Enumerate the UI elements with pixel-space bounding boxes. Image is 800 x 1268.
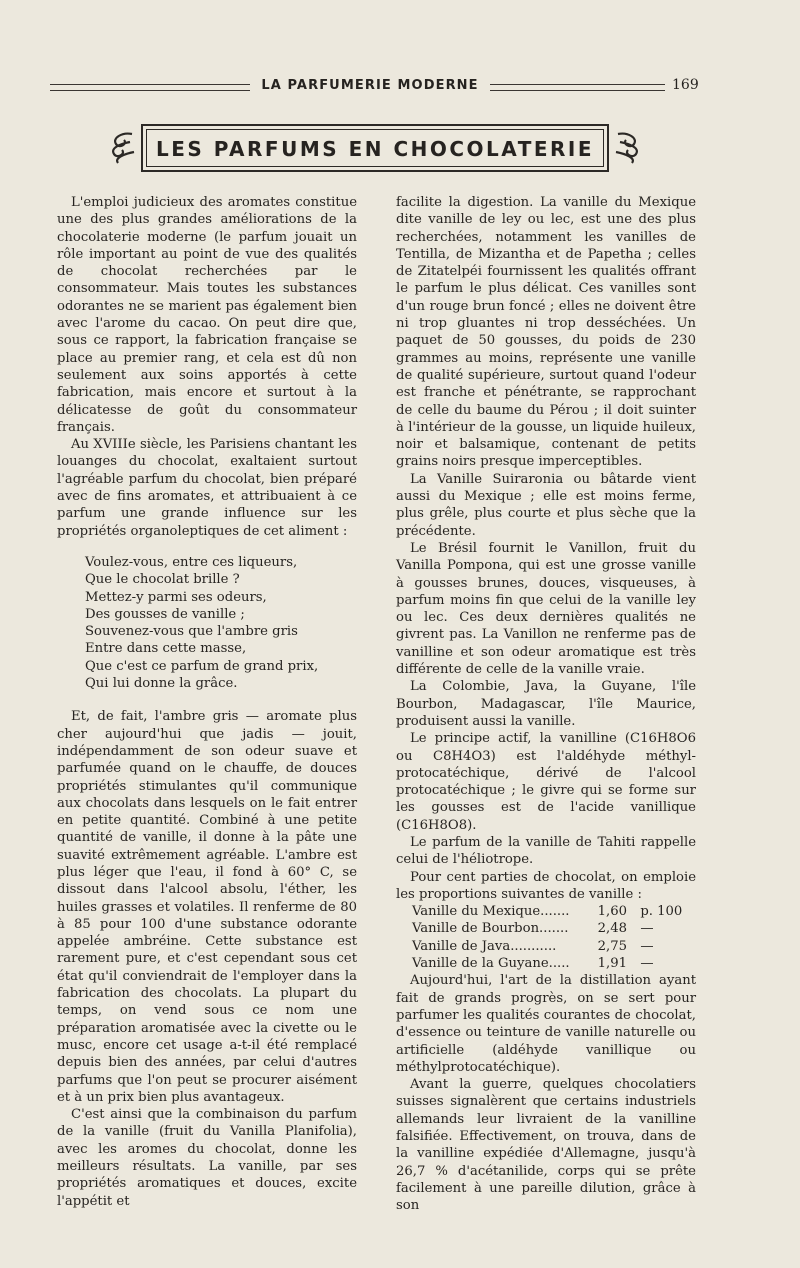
- journal-title: LA PARFUMERIE MODERNE: [261, 78, 479, 93]
- header-rule-left: [50, 84, 250, 91]
- poem: [85, 554, 357, 692]
- paragraph: C'est ainsi que la combinaison du parfum de la vanille (fruit du Vanilla Planifolia), avec les aromes du chocolat, donne les meilleurs résultats. La vanille, par ses propriétés aromatiques et douces, excite l'appétit et: [57, 1107, 357, 1209]
- ornament-right-icon: [612, 130, 646, 166]
- poem-line: Entre dans cette masse,: [85, 641, 247, 657]
- proportion-row: [412, 938, 696, 955]
- poem-line: Souvenez-vous que l'ambre gris: [85, 624, 298, 640]
- paragraph: Le Brésil fournit le Vanillon, fruit du Vanilla Pompona, qui est une grosse vanille à gousses brunes, douces, visqueuses, à parfum moins fin que celui de la vanille ley ou lec. Ces deux dernières qualités ne givrent pas. La Vanillon ne renferme pas de vanilline et son odeur aromatique est très différente de celle de la vanille vraie.: [396, 540, 696, 678]
- paragraph: Le principe actif, la vanilline (C16H8O6 ou C8H4O3) est l'aldéhyde méthyl-protocatéchique, dérivé de l'alcool protocatéchique ; le givre qui se forme sur les gousses est de l'acide vanillique (C16H8O8).: [396, 731, 696, 833]
- vanilla-amount: 1,60: [597, 904, 627, 920]
- vanilla-amount: 2,75: [597, 938, 627, 954]
- poem-line: Que le chocolat brille ?: [85, 572, 240, 588]
- vanilla-amount: 2,48: [597, 921, 627, 937]
- paragraph: Le parfum de la vanille de Tahiti rappelle celui de l'héliotrope.: [396, 834, 696, 868]
- poem-line: Voulez-vous, entre ces liqueurs,: [85, 554, 298, 570]
- proportions-table: [412, 903, 696, 972]
- proportion-row: [412, 903, 696, 920]
- poem-line: Que c'est ce parfum de grand prix,: [85, 658, 319, 674]
- article-title: LES PARFUMS EN CHOCOLATERIE: [155, 137, 595, 161]
- paragraph: Pour cent parties de chocolat, on emploie les proportions suivantes de vanille :: [396, 869, 696, 902]
- vanilla-unit: p. 100: [640, 904, 683, 920]
- vanilla-unit: —: [640, 921, 654, 937]
- poem-line: Qui lui donne la grâce.: [85, 676, 238, 692]
- poem-line: Des gousses de vanille ;: [85, 606, 245, 622]
- vanilla-name: Vanille de Java...........: [412, 938, 557, 954]
- paragraph: La Colombie, Java, la Guyane, l'île Bourbon, Madagascar, l'île Maurice, produisent aussi la vanille.: [396, 679, 696, 729]
- paragraph: L'emploi judicieux des aromates constitue une des plus grandes améliorations de la chocolaterie moderne (le parfum jouait un rôle important au point de vue des qualités de chocolat recherchées par le consommateur. Mais toutes les substances odorantes ne se marient pas également bien avec l'arome du cacao. On peut dire que, sous ce rapport, la fabrication française se place au premier rang, et cela est dû non seulement aux soins apportés à cette fabrication, mais encore et surtout à la délicatesse de goût du consommateur français.: [57, 195, 357, 435]
- left-column: [57, 194, 357, 1210]
- paragraph: Aujourd'hui, l'art de la distillation ayant fait de grands progrès, on se sert pour parfumer les qualités courantes de chocolat, d'essence ou teinture de vanille naturelle ou artificielle (aldéhyde vanillique ou méthylprotocatéchique).: [396, 973, 696, 1075]
- paragraph: Et, de fait, l'ambre gris — aromate plus cher aujourd'hui que jadis — jouit, indépendamment de son odeur suave et parfumée quand on le chauffe, de douces propriétés stimulantes qu'il communique aux chocolats dans lesquels on le fait entrer en petite quantité. Combiné à une petite quantité de vanille, il donne à la pâte une suavité extrêmement agréable. L'ambre est plus léger que l'eau, il fond à 60° C, se dissout dans l'alcool absolu, l'éther, les huiles grasses et volatiles. Il renferme de 80 à 85 pour 100 d'une substance odorante appelée ambréine. Cette substance est rarement pure, et c'est cependant sous cet état qu'il conviendrait de l'employer dans la fabrication des chocolats. La plupart du temps, on vend sous ce nom une préparation aromatisée avec la civette ou le musc, encore cet usage a-t-il été remplacé depuis bien des années, par celui d'autres parfums que l'on peut se procurer aisément et à un prix bien plus avantageux.: [57, 709, 357, 1105]
- poem-line: Mettez-y parmi ses odeurs,: [85, 589, 267, 605]
- paragraph: Avant la guerre, quelques chocolatiers suisses signalèrent que certains industriels allemands leur livraient de la vanilline falsifiée. Effectivement, on trouva, dans de la vanilline expédiée d'Allemagne, jusqu'à 26,7 % d'acétanilide, corps qui se prête facilement à une pareille dilution, grâce à son: [396, 1077, 696, 1214]
- vanilla-unit: —: [640, 938, 654, 954]
- vanilla-name: Vanille du Mexique.......: [412, 904, 570, 920]
- paragraph: Au XVIIIe siècle, les Parisiens chantant les louanges du chocolat, exaltaient surtout l'agréable parfum du chocolat, bien préparé avec de fins aromates, et attribuaient à ce parfum une grande influence sur les propriétés organoleptiques de cet aliment :: [57, 437, 357, 539]
- vanilla-name: Vanille de la Guyane.....: [412, 956, 570, 972]
- vanilla-unit: —: [640, 956, 654, 972]
- right-column: [396, 194, 696, 1215]
- header-rule-right: [490, 84, 665, 91]
- paragraph: La Vanille Suiraronia ou bâtarde vient aussi du Mexique ; elle est moins ferme, plus grêle, plus courte et plus sèche que la précédente.: [396, 471, 696, 539]
- paragraph: facilite la digestion. La vanille du Mexique dite vanille de ley ou lec, est une des plus recherchées, notamment les vanilles de Tentilla, de Mizantha et de Papetha ; celles de Zitatelpéi fournissent les qualités offrant le parfum le plus délicat. Ces vanilles sont d'un rouge brun foncé ; elles ne doivent être ni trop gluantes ni trop desséchées. Un paquet de 50 gousses, du poids de 230 grammes au moins, représente une vanille de qualité supérieure, surtout quand l'odeur est franche et pénétrante, se rapprochant de celle du baume du Pérou ; il doit suinter à l'intérieur de la gousse, un liquide huileux, noir et balsamique, contenant de petits grains noirs presque imperceptibles.: [396, 195, 696, 470]
- title-box: [141, 124, 609, 172]
- proportion-row: [412, 955, 696, 972]
- proportion-row: [412, 920, 696, 937]
- vanilla-name: Vanille de Bourbon.......: [412, 921, 569, 937]
- ornament-left-icon: [104, 130, 138, 166]
- vanilla-amount: 1,91: [597, 956, 627, 972]
- page-number: 169: [672, 77, 699, 93]
- running-header: [50, 76, 700, 100]
